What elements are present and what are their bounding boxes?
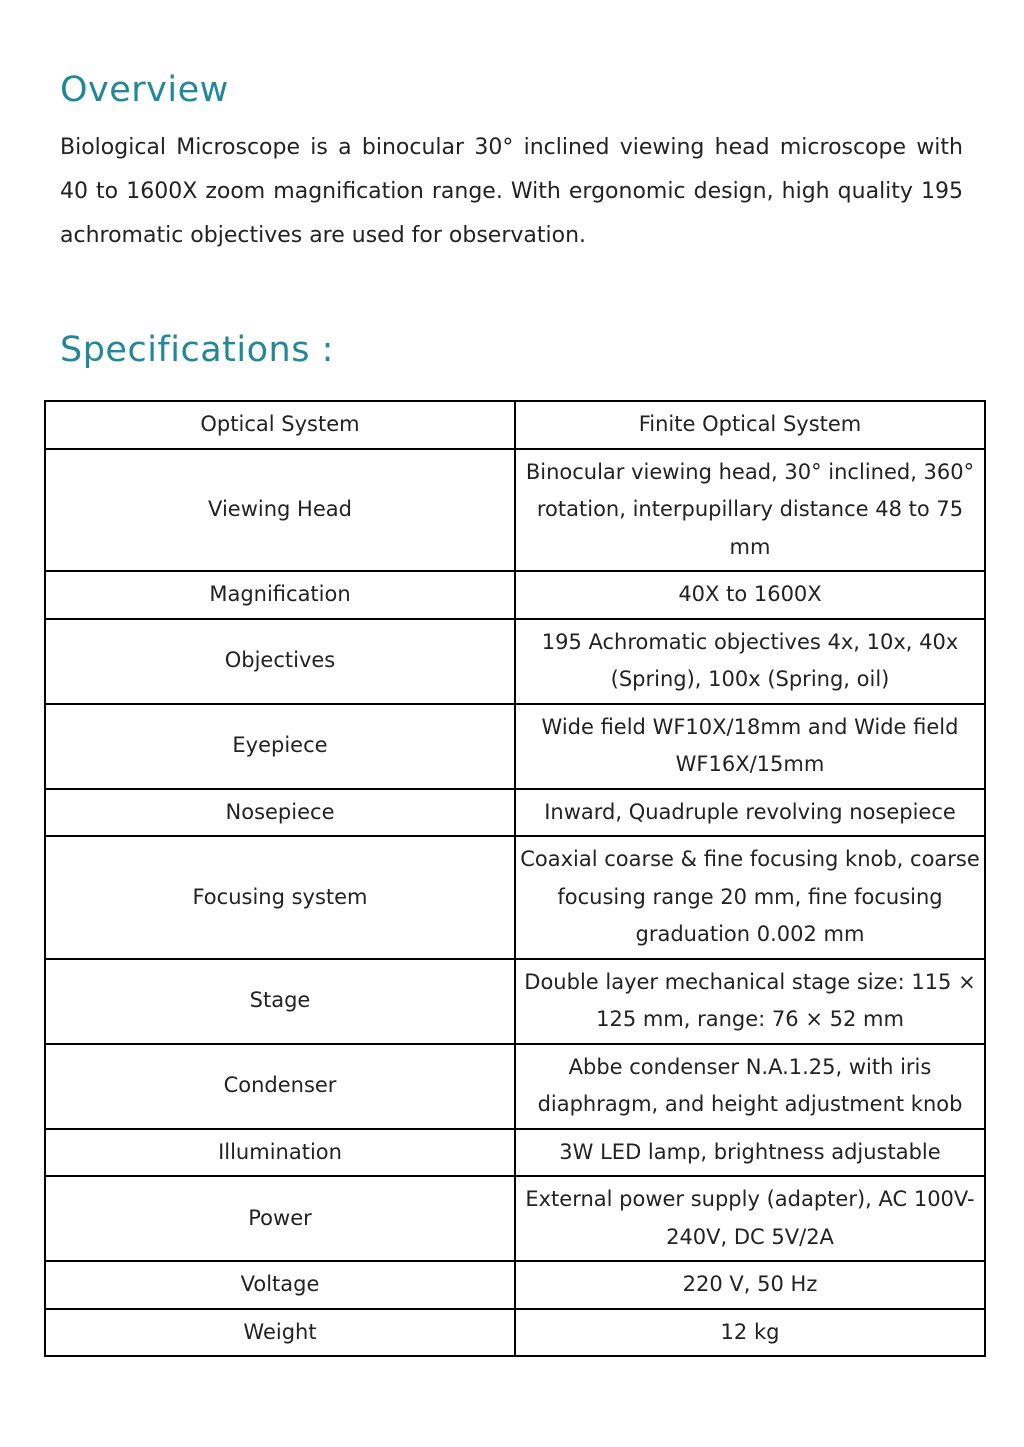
spec-name-cell: Voltage xyxy=(45,1261,515,1309)
spec-value-cell: Inward, Quadruple revolving nosepiece xyxy=(515,789,985,837)
spec-value-cell: Wide field WF10X/18mm and Wide field WF16X/15mm xyxy=(515,704,985,789)
spec-name-cell: Stage xyxy=(45,959,515,1044)
overview-paragraph: Biological Microscope is a binocular 30° inclined viewing head microscope with 40 to 1600X zoom magnification range. With ergonomic design, high quality 195 achromatic objectives are used for observation. xyxy=(60,135,963,248)
spec-value-cell: Binocular viewing head, 30° inclined, 360° rotation, interpupillary distance 48 to 75 mm xyxy=(515,449,985,572)
spec-name-cell: Nosepiece xyxy=(45,789,515,837)
spec-name-cell: Illumination xyxy=(45,1129,515,1177)
specifications-table-body xyxy=(45,401,985,1356)
overview-heading: Overview xyxy=(60,70,229,110)
table-row xyxy=(45,704,985,789)
table-row xyxy=(45,836,985,959)
table-row xyxy=(45,1176,985,1261)
spec-name-cell: Objectives xyxy=(45,619,515,704)
table-row xyxy=(45,619,985,704)
spec-name-cell: Viewing Head xyxy=(45,449,515,572)
table-row xyxy=(45,1261,985,1309)
spec-value-cell: Abbe condenser N.A.1.25, with iris diaphragm, and height adjustment knob xyxy=(515,1044,985,1129)
spec-value-cell: 40X to 1600X xyxy=(515,571,985,619)
spec-value-cell: 3W LED lamp, brightness adjustable xyxy=(515,1129,985,1177)
spec-name-cell: Magnification xyxy=(45,571,515,619)
spec-value-cell: 220 V, 50 Hz xyxy=(515,1261,985,1309)
table-row xyxy=(45,1129,985,1177)
table-row xyxy=(45,571,985,619)
spec-value-cell: External power supply (adapter), AC 100V-240V, DC 5V/2A xyxy=(515,1176,985,1261)
spec-name-cell: Optical System xyxy=(45,401,515,449)
table-row xyxy=(45,1309,985,1357)
spec-value-cell: Double layer mechanical stage size: 115 × 125 mm, range: 76 × 52 mm xyxy=(515,959,985,1044)
spec-name-cell: Weight xyxy=(45,1309,515,1357)
spec-value-cell: Coaxial coarse & fine focusing knob, coarse focusing range 20 mm, fine focusing graduation 0.002 mm xyxy=(515,836,985,959)
spec-name-cell: Condenser xyxy=(45,1044,515,1129)
table-row xyxy=(45,449,985,572)
spec-name-cell: Power xyxy=(45,1176,515,1261)
table-row xyxy=(45,1044,985,1129)
table-row xyxy=(45,401,985,449)
table-row xyxy=(45,959,985,1044)
spec-value-cell: 12 kg xyxy=(515,1309,985,1357)
specifications-heading: Specifications : xyxy=(60,330,334,370)
spec-value-cell: Finite Optical System xyxy=(515,401,985,449)
spec-value-cell: 195 Achromatic objectives 4x, 10x, 40x (Spring), 100x (Spring, oil) xyxy=(515,619,985,704)
spec-name-cell: Eyepiece xyxy=(45,704,515,789)
spec-name-cell: Focusing system xyxy=(45,836,515,959)
table-row xyxy=(45,789,985,837)
specifications-table xyxy=(44,400,986,1357)
